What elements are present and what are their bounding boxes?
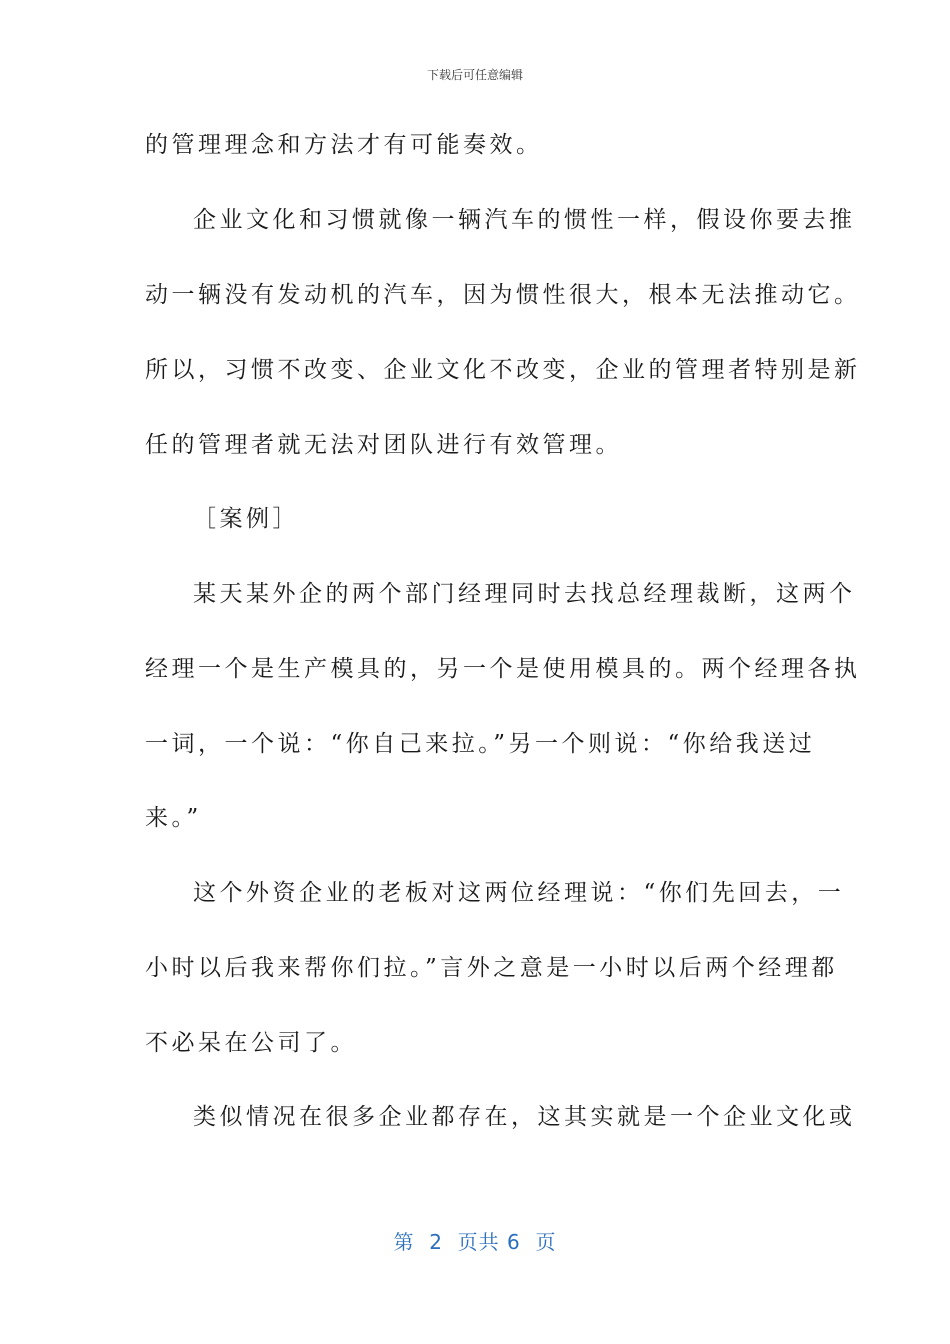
text-line: 类似情况在很多企业都存在，这其实就是一个企业文化或 xyxy=(193,1104,856,1130)
text-line: 的管理理念和方法才有可能奏效。 xyxy=(145,132,543,158)
text-line: 某天某外企的两个部门经理同时去找总经理裁断，这两个 xyxy=(193,581,856,607)
text-line: 小时以后我来帮你们拉。”言外之意是一小时以后两个经理都 xyxy=(145,955,838,981)
text-line: 所以，习惯不改变、企业文化不改变，企业的管理者特别是新 xyxy=(145,357,861,383)
text-line: 一词，一个说：“你自己来拉。”另一个则说：“你给我送过 xyxy=(145,731,816,757)
text-line: 经理一个是生产模具的，另一个是使用模具的。两个经理各执 xyxy=(145,656,861,682)
text-line: 企业文化和习惯就像一辆汽车的惯性一样，假设你要去推 xyxy=(193,207,856,233)
text-line: 这个外资企业的老板对这两位经理说：“你们先回去，一 xyxy=(193,880,845,906)
text-line: 不必呆在公司了。 xyxy=(145,1030,357,1056)
page-number: 第 2 页共 6 页 xyxy=(393,1230,557,1254)
text-line: 动一辆没有发动机的汽车，因为惯性很大，根本无法推动它。 xyxy=(145,282,861,308)
header-note: 下载后可任意编辑 xyxy=(426,68,523,82)
text-line: 任的管理者就无法对团队进行有效管理。 xyxy=(145,432,622,458)
case-label: ［案例］ xyxy=(193,506,299,532)
text-line: 来。” xyxy=(145,805,202,831)
